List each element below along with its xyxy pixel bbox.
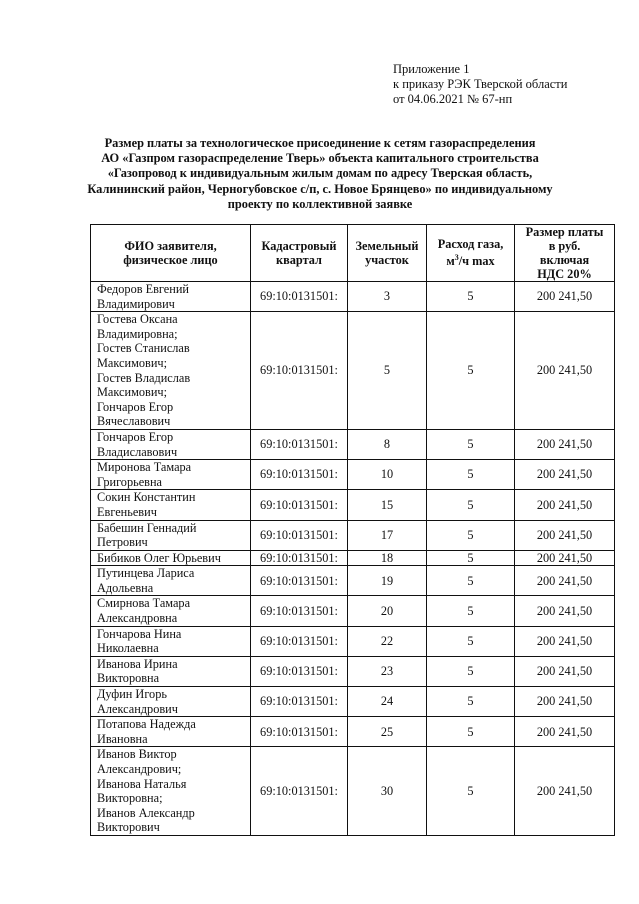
land-plot: 22	[348, 626, 427, 656]
gas-flow: 5	[427, 460, 515, 490]
table-row	[91, 460, 615, 490]
table-row	[91, 656, 615, 686]
gas-flow: 5	[427, 717, 515, 747]
applicant-name: Иванов Виктор Александрович; Иванова Наталья Викторовна; Иванов Александр Викторович	[91, 747, 251, 836]
gas-flow: 5	[427, 520, 515, 550]
fee-amount: 200 241,50	[515, 596, 615, 626]
land-plot: 10	[348, 460, 427, 490]
table-row	[91, 312, 615, 430]
cadastral-quarter: 69:10:0131501:	[251, 312, 348, 430]
cadastral-quarter: 69:10:0131501:	[251, 460, 348, 490]
land-plot: 20	[348, 596, 427, 626]
land-plot: 23	[348, 656, 427, 686]
table-row	[91, 282, 615, 312]
land-plot: 18	[348, 550, 427, 566]
fee-amount: 200 241,50	[515, 282, 615, 312]
table-row	[91, 717, 615, 747]
applicant-name: Дуфин Игорь Александрович	[91, 687, 251, 717]
title-line: АО «Газпром газораспределение Тверь» объекта капитального строительства	[101, 151, 539, 166]
document-title	[60, 136, 580, 212]
applicant-name: Бибиков Олег Юрьевич	[91, 550, 251, 566]
table-row	[91, 429, 615, 459]
fee-amount: 200 241,50	[515, 520, 615, 550]
applicant-name: Путинцева Лариса Адольевна	[91, 566, 251, 596]
fee-amount: 200 241,50	[515, 717, 615, 747]
gas-flow: 5	[427, 429, 515, 459]
gas-flow: 5	[427, 282, 515, 312]
fee-amount: 200 241,50	[515, 429, 615, 459]
land-plot: 17	[348, 520, 427, 550]
cadastral-quarter: 69:10:0131501:	[251, 596, 348, 626]
appendix-line: Приложение 1	[393, 62, 470, 76]
gas-flow: 5	[427, 566, 515, 596]
applicant-name: Сокин Константин Евгеньевич	[91, 490, 251, 520]
cadastral-quarter: 69:10:0131501:	[251, 717, 348, 747]
fee-amount: 200 241,50	[515, 747, 615, 836]
applicant-name: Миронова Тамара Григорьевна	[91, 460, 251, 490]
gas-flow: 5	[427, 490, 515, 520]
title-line: «Газопровод к индивидуальным жилым домам по адресу Тверская область,	[107, 166, 533, 181]
header-plot: Земельный участок	[348, 225, 427, 282]
table-row	[91, 550, 615, 566]
title-line: Размер платы за технологическое присоединение к сетям газораспределения	[104, 136, 536, 150]
fee-amount: 200 241,50	[515, 687, 615, 717]
fee-table	[90, 224, 615, 836]
gas-flow: 5	[427, 550, 515, 566]
applicant-name: Федоров Евгений Владимирович	[91, 282, 251, 312]
gas-flow: 5	[427, 626, 515, 656]
cadastral-quarter: 69:10:0131501:	[251, 687, 348, 717]
cadastral-quarter: 69:10:0131501:	[251, 566, 348, 596]
header-price: Размер платы в руб. включая НДС 20%	[515, 225, 615, 282]
gas-flow: 5	[427, 596, 515, 626]
applicant-name: Смирнова Тамара Александровна	[91, 596, 251, 626]
land-plot: 25	[348, 717, 427, 747]
gas-flow: 5	[427, 656, 515, 686]
fee-amount: 200 241,50	[515, 626, 615, 656]
fee-amount: 200 241,50	[515, 460, 615, 490]
header-cadastral: Кадастровый квартал	[251, 225, 348, 282]
cadastral-quarter: 69:10:0131501:	[251, 747, 348, 836]
applicant-name: Гостева Оксана Владимировна; Гостев Станислав Максимович; Гостев Владислав Максимович; Гончаров Егор Вячеславович	[91, 312, 251, 430]
land-plot: 24	[348, 687, 427, 717]
applicant-name: Гончаров Егор Владиславович	[91, 429, 251, 459]
land-plot: 8	[348, 429, 427, 459]
land-plot: 3	[348, 282, 427, 312]
cadastral-quarter: 69:10:0131501:	[251, 520, 348, 550]
table-row	[91, 520, 615, 550]
table-row	[91, 687, 615, 717]
appendix-line: от 04.06.2021 № 67-нп	[393, 92, 513, 106]
fee-amount: 200 241,50	[515, 656, 615, 686]
table-row	[91, 490, 615, 520]
cadastral-quarter: 69:10:0131501:	[251, 429, 348, 459]
table-row	[91, 566, 615, 596]
gas-flow: 5	[427, 687, 515, 717]
applicant-name: Бабешин Геннадий Петрович	[91, 520, 251, 550]
table-row	[91, 626, 615, 656]
table-row	[91, 596, 615, 626]
header-name: ФИО заявителя, физическое лицо	[91, 225, 251, 282]
header-flow: Расход газа, $м^3/ч$ max	[427, 225, 515, 282]
gas-flow: 5	[427, 747, 515, 836]
gas-flow: 5	[427, 312, 515, 430]
title-line: проекту по коллективной заявке	[227, 196, 413, 211]
land-plot: 19	[348, 566, 427, 596]
cadastral-quarter: 69:10:0131501:	[251, 550, 348, 566]
table-row	[91, 747, 615, 836]
fee-amount: 200 241,50	[515, 550, 615, 566]
land-plot: 5	[348, 312, 427, 430]
appendix-line: к приказу РЭК Тверской области	[393, 77, 568, 91]
applicant-name: Иванова Ирина Викторовна	[91, 656, 251, 686]
fee-amount: 200 241,50	[515, 312, 615, 430]
applicant-name: Гончарова Нина Николаевна	[91, 626, 251, 656]
land-plot: 15	[348, 490, 427, 520]
title-line: Калининский район, Черногубовское с/п, с. Новое Брянцево» по индивидуальному	[87, 181, 553, 196]
cadastral-quarter: 69:10:0131501:	[251, 282, 348, 312]
cadastral-quarter: 69:10:0131501:	[251, 626, 348, 656]
table-header-row	[91, 225, 615, 282]
appendix-block	[393, 62, 567, 107]
fee-amount: 200 241,50	[515, 566, 615, 596]
land-plot: 30	[348, 747, 427, 836]
applicant-name: Потапова Надежда Ивановна	[91, 717, 251, 747]
fee-amount: 200 241,50	[515, 490, 615, 520]
cadastral-quarter: 69:10:0131501:	[251, 490, 348, 520]
cadastral-quarter: 69:10:0131501:	[251, 656, 348, 686]
